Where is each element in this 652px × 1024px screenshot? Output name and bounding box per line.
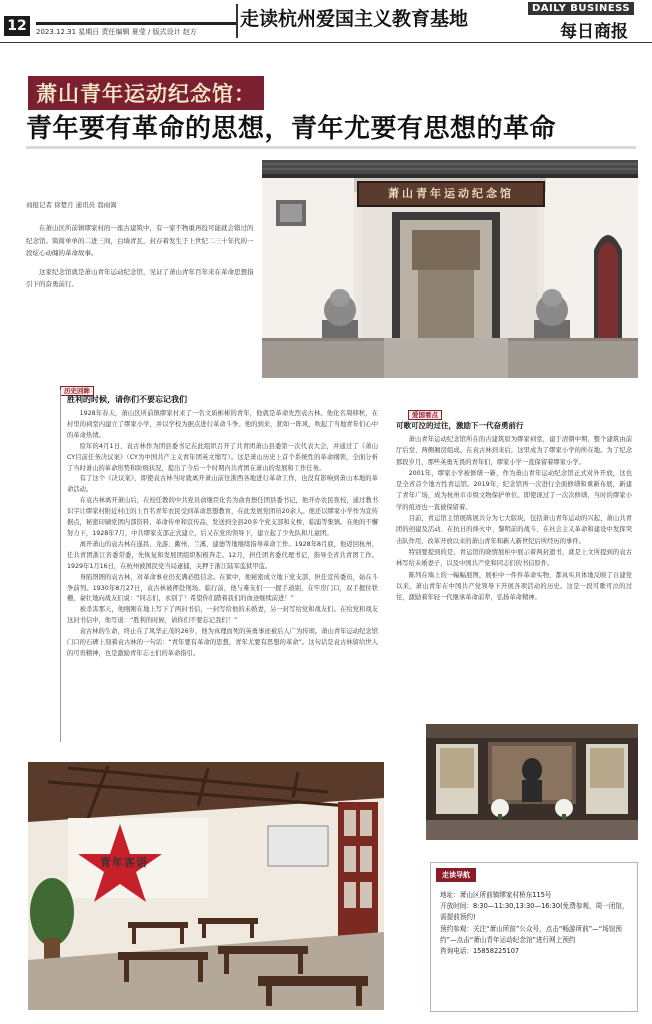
info-address: 地址：萧山区所前镇缪家村桥东115号 xyxy=(440,891,552,899)
section-title: 走读杭州爱国主义教育基地 xyxy=(240,8,469,30)
visit-tag-label: 爱国看点 xyxy=(408,410,442,420)
visit-paragraph: 陈列在墙上的一幅幅展图，展柜中一件件革命实物，都真实具体地反映了自建党以来，萧山青年在中国共产党领导下开展各项活动的历史。这是一段可歌可泣的过往，激励着年轻一代继承革命前辈，弘扬革命精神。 xyxy=(396,571,632,602)
info-booking: 预约参观：关注“萧山所前”公众号，点击“畅游所前”—“场馆预约”—点击“萧山青年运动纪念馆”进行网上预约 xyxy=(440,924,622,944)
history-tag-label: 历史回眸 xyxy=(60,386,94,396)
history-paragraph: 被杀害那天，他刚刚在地上写下了两封书信，一封写给他的未婚妻，另一封写给党和战友们。在给党和战友这封书信中，他写道：“胜利的时候，请你们不要忘记我们！” xyxy=(67,606,378,625)
visit-title: 可歌可泣的过往，激励下一代奋勇前行 xyxy=(396,421,524,430)
visit-column xyxy=(396,420,632,603)
exhibition-hall-photo xyxy=(426,724,638,840)
page-number: 12 xyxy=(4,16,30,36)
memorial-hall-photo xyxy=(262,160,638,378)
headline-rule xyxy=(26,146,636,149)
header-separator xyxy=(236,4,238,38)
visit-body xyxy=(396,434,632,603)
brand-chinese: 每日商报 xyxy=(560,22,628,42)
visit-info-title: 走读导航 xyxy=(436,868,476,882)
info-phone: 咨询电话：15858225107 xyxy=(440,947,520,956)
history-paragraph: 有了这个《决议案》，即使袁古林当时就离开萧山前往浙西各地进行革命工作，也没有影响到萧山本地的革命活动。 xyxy=(67,475,378,494)
visit-paragraph: 萧山青年运动纪念馆所在的古建筑原为缪家祠堂，建于清朝中期，整个建筑由前厅后堂、两侧厢房组成。在袁古林到来后，这里成为了缪家小学的所在地。为了纪念那段岁月，那些英勇无畏的青年们，缪家小学一直保留着缪家小学。 xyxy=(396,436,632,466)
lead-text xyxy=(26,222,254,291)
visit-paragraph: 特别要提到的是，青运馆的晓情展柜中展示着两封遗书，就是上文所提到的袁古林写给未婚妻子，以及中国共产党和同志们的书信原件。 xyxy=(396,548,632,568)
visit-paragraph: 目前，青运馆主馆展陈展共分为七大版块，包括萧山青年运动的兴起、萧山共青团的创建及活动、在抗日的烽火中、黎明前的战斗、在社会主义革命和建设中发挥突击队作用、改革开放以来的萧山青年和新人新世纪后所经历的事件。 xyxy=(396,515,632,545)
visit-info-text xyxy=(440,890,634,957)
exhibition-illustration xyxy=(426,724,638,840)
youth-hall-illustration xyxy=(28,762,384,1010)
history-paragraph: 离开萧山的袁古林在遂昌、龙游、衢州、兰溪、建德等地继续指导革命工作。1928年8月底，他返回杭州，任共青团浙江省委常委，先恢复和发展团组织积极奔走。12月，担任团省委代理书记，指导全省共青团工作。1929年1月16日，在杭州被国民党当局逮捕，关押于浙江陆军监狱甲监。 xyxy=(67,540,378,570)
brand-english: DAILY BUSINESS xyxy=(528,2,634,15)
history-paragraph: 1928年春天，萧山区所前镇缪家村来了一名文质彬彬的青年，他就是革命先烈袁古林。他化名周移秋，在村里的祠堂内建立了缪家小学，并以学校为据点进行革命斗争。他的到来，犹如一阵风，吹起了当地青年们心中的革命热情。 xyxy=(67,410,378,439)
youth-hall-photo xyxy=(28,762,384,1010)
visit-tag xyxy=(408,402,442,421)
header-meta: 2023.12.31 星期日 责任编辑 夏莹 / 版式设计 赵方 xyxy=(36,28,197,36)
history-paragraph: 身陷囹圄的袁古林，对革命事业仍充满必胜信念。在狱中，他秘密成立地下党支部，担任宣传委员，始在斗争前列。1930年8月27日，袁古林被押赴刑场。临行前，他与难友们一一握手道别，在牢房门口，双手握住铁栅，豪壮地向战友们说：“同志们，永别了！希望你们踏着我们的血迹继续前进！” xyxy=(67,573,378,603)
history-column xyxy=(60,390,378,742)
lead-paragraph: 在萧山区所前镇缪家村的一座古建筑中，有一家不物重再投可能就会错过的纪念馆。简简单单的二进三间，白墙青瓦，封存着发生于上世纪二三十年代的一段炫心动魄的革命故事。 xyxy=(26,224,254,257)
history-paragraph: 在袁古林离开萧山后，在校任教的中共党员俞继臣化名为俞育擦任团县委书记，他开办农民夜校，通过教书识字让缪家村附近村庄的上百名青年农民受到革命思想教育，在此发展党团员20余人。他还以缪家小学作为宣传据点，秘密印刷党团内部资料、革命传单和宣传品，发送到全县20多个党支部和义桥、临浦等集镇。在他的不懈努力下，1928年7月，中共缪家支部正式建立，后又在党的领导下，建立起了少先队和儿童团。 xyxy=(67,497,378,537)
history-title: 胜利的时候，请你们不要忘记我们 xyxy=(67,395,187,404)
info-hours: 开放时间：8:30—11:30,13:30—16:30(免费参观，周一闭馆，需提前预约) xyxy=(440,902,629,922)
visit-paragraph: 2001年，缪家小学被修缮一新，作为萧山青年运动纪念馆正式对外开放，这也是全省首个地方性青运馆。2019年，纪念馆再一次进行全面修缮和重新布展，新建了青年广场，成为杭州市市级文物保护单位。即使现过了一次次修缮，当时的缪家小学的痕迹也一直被保留着。 xyxy=(396,469,632,511)
history-paragraph: 原年的4月1日，袁古林作为团县委书记在此组织召开了共青团萧山县委第一次代表大会，并通过了《萧山CY目前任务决议案》（CY为中国共产主义青年团英文缩写）。这是萧山历史上首个系统性的革命纲领，全面分析了当时萧山的革命形势和阶级状况，提出了今后一个时期内共青团在萧山的发展和工作任务。 xyxy=(67,442,378,472)
article-kicker: 萧山青年运动纪念馆： xyxy=(28,76,264,110)
history-paragraph: 袁古林的生命，终止在了风华正茂的26岁，他为真理而死的英勇事迹被后人广为传颂。萧山青年运动纪念馆门口的石碑上刻着袁古林的一句话：“青年要有革命的思想，青年尤要有思想的革命”。这句话是袁古林留给世人的可贵精神，也是激励青年志士们的革命指引。 xyxy=(67,628,378,657)
header-bar xyxy=(36,22,236,25)
plaque-text: 萧山青年运动纪念馆 xyxy=(388,187,514,200)
article-headline: 青年要有革命的思想，青年尤要有思想的革命 xyxy=(26,114,557,144)
header-rule xyxy=(0,42,652,43)
youth-hall-sign: 青年客语 xyxy=(100,856,148,869)
history-body xyxy=(67,409,378,660)
byline: 商报记者 徐楚月 通讯员 翁雨嵩 xyxy=(26,201,117,209)
lead-paragraph: 这家纪念馆就是萧山青年运动纪念馆，见证了萧山青年百年来在革命思想指引下的奋勇前行。 xyxy=(26,267,254,288)
